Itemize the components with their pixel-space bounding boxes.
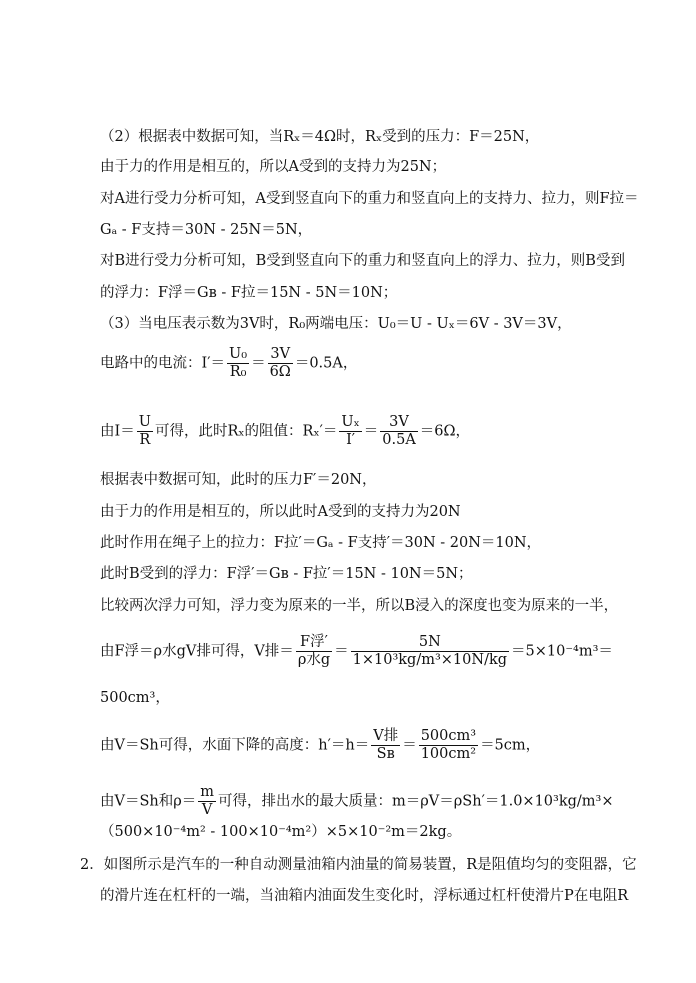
text-line: 比较两次浮力可知，浮力变为原来的一半，所以B浸入的深度也变为原来的一半，	[100, 598, 619, 614]
text-line: 对A进行受力分析可知，A受到竖直向下的重力和竖直向上的支持力、拉力，则F拉＝	[100, 191, 639, 207]
equation-resistance: 由I＝ $\frac{U}{R}$ 可得，此时Rₓ的阻值：Rₓ′＝ $\frac{\text{Uₓ}}{I'}$ ＝ $\frac{3V}{0.5A}$ ＝6Ω，	[100, 414, 471, 448]
text-line: 此时作用在绳子上的拉力：F拉′＝Gₐ - F支持′＝30N - 20N＝10N，	[100, 535, 542, 551]
text-line: 对B进行受力分析可知，B受到竖直向下的重力和竖直向上的浮力、拉力，则B受到	[100, 253, 625, 269]
text-line: 由于力的作用是相互的，所以A受到的支持力为25N；	[100, 159, 447, 175]
equation-current: 电路中的电流：I′＝ $\frac{\text{U₀}}{\text{R₀}}$ ＝ $\frac{3V}{6\Omega}$ ＝0.5A，	[100, 346, 358, 380]
equation-mass: 由V＝Sh和ρ＝ $\frac{m}{V}$ 可得，排出水的最大质量：m＝ρV＝ρSh′＝1.0×10³kg/m³×	[100, 784, 614, 818]
text-line: 由于力的作用是相互的，所以此时A受到的支持力为20N	[100, 504, 461, 520]
equation-volume: 由F浮＝ρ水gV排可得，V排＝ $\frac{\text{F浮′}}{\text{ρ水g}}$ ＝ $\frac{5N}{\text{1×10³kg/m³×10N/kg}}$ ＝5×10⁻⁴m³＝	[100, 634, 613, 668]
text-line: 根据表中数据可知，此时的压力F′＝20N，	[100, 472, 377, 488]
text-line: （500×10⁻⁴m² - 100×10⁻⁴m²）×5×10⁻²m＝2kg。	[100, 824, 462, 840]
question-2-line: 2．如图所示是汽车的一种自动测量油箱内油量的简易装置，R是阻值均匀的变阻器，它	[80, 857, 637, 873]
text-line: 500cm³，	[100, 690, 170, 706]
text-line: （2）根据表中数据可知，当Rₓ＝4Ω时，Rₓ受到的压力：F＝25N，	[100, 129, 540, 145]
question-2-line: 的滑片连在杠杆的一端，当油箱内油面发生变化时，浮标通过杠杆使滑片P在电阻R	[100, 888, 629, 904]
text-line: 的浮力：F浮＝Gʙ - F拉＝15N - 5N＝10N；	[100, 285, 398, 301]
text-line: 此时B受到的浮力：F浮′＝Gʙ - F拉′＝15N - 10N＝5N；	[100, 566, 473, 582]
equation-height: 由V＝Sh可得，水面下降的高度：h′＝h＝ $\frac{\text{V排}}{\text{Sʙ}}$ ＝ $\frac{\text{500cm³}}{\text{100cm²}}$ ＝5cm，	[100, 728, 541, 762]
text-line: Gₐ - F支持＝30N - 25N＝5N，	[100, 222, 313, 238]
text-line: （3）当电压表示数为3V时，R₀两端电压：U₀＝U - Uₓ＝6V - 3V＝3V，	[100, 316, 572, 332]
